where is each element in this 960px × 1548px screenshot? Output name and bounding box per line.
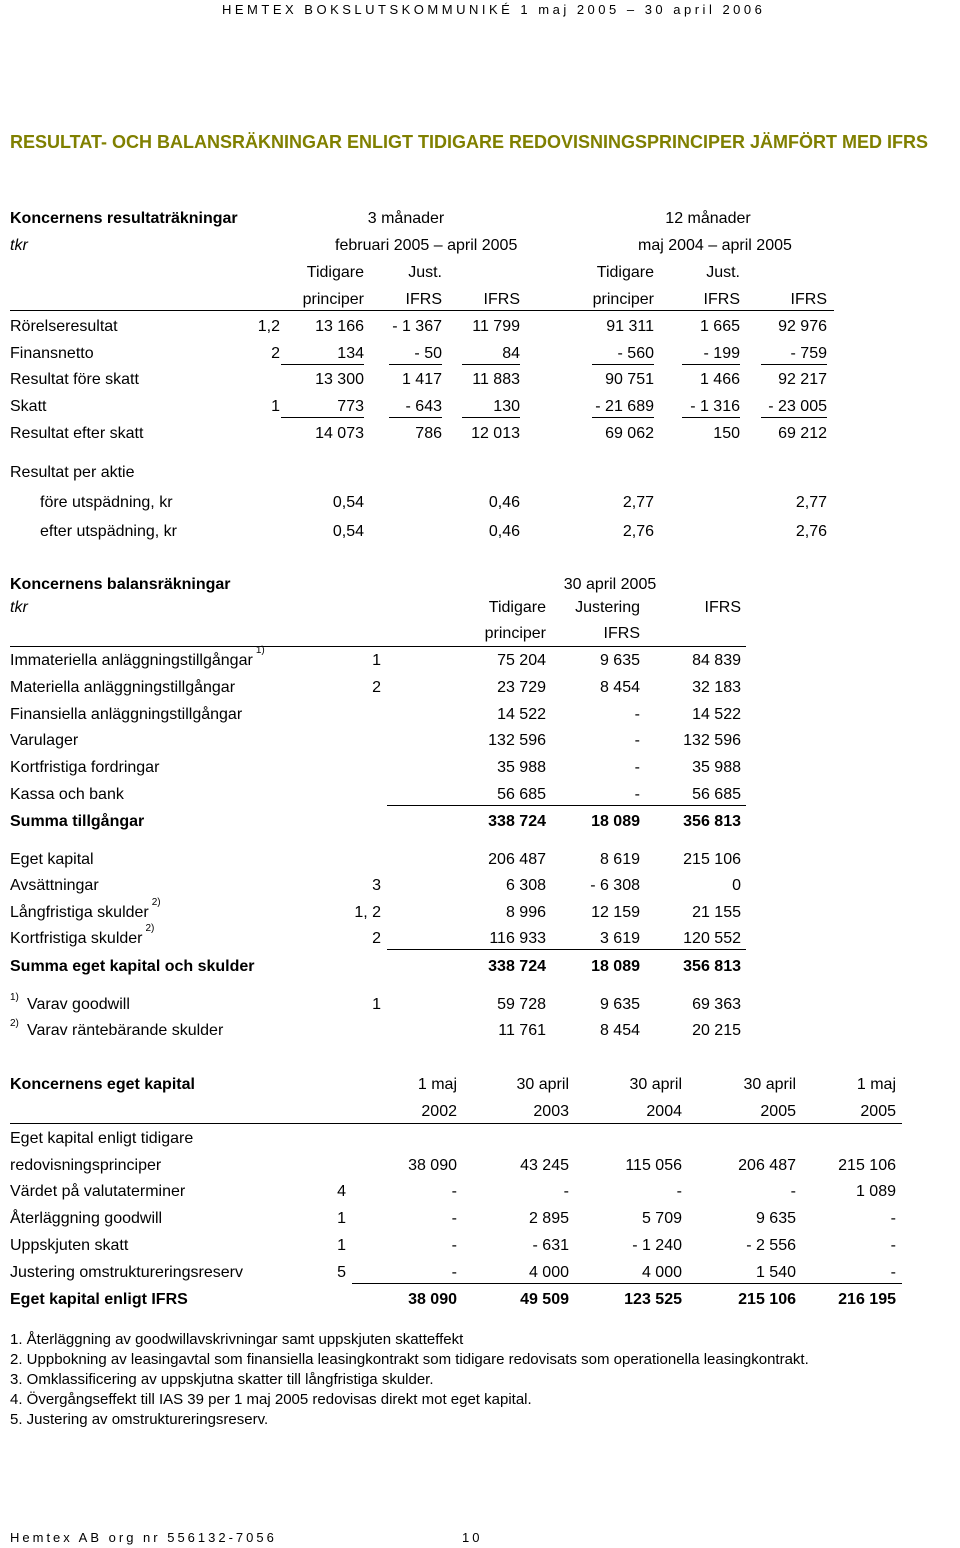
equity-col-head: 2002 — [421, 1103, 457, 1120]
balance-cell: 132 596 — [488, 732, 546, 749]
equity-cell: 2 895 — [528, 1210, 569, 1227]
equity-header-rule — [10, 1123, 902, 1124]
balance-row-note: 1 — [372, 996, 381, 1013]
eps-heading: Resultat per aktie — [10, 464, 135, 481]
balance-unit: tkr — [10, 599, 28, 616]
balance-cell: 21 155 — [692, 904, 741, 921]
income-col-head: Just. — [706, 264, 740, 281]
equity-cell: - — [451, 1264, 457, 1281]
equity-cell: - — [451, 1183, 457, 1200]
equity-cell: - — [890, 1264, 896, 1281]
balance-cell: 120 552 — [683, 930, 741, 947]
eps-row-label: efter utspädning, kr — [40, 523, 177, 540]
income-cell: - 21 689 — [595, 398, 654, 415]
equity-col-head: 2005 — [760, 1103, 796, 1120]
balance-cell: 32 183 — [692, 679, 741, 696]
balance-cell: 338 724 — [488, 958, 546, 975]
income-cell: 12 013 — [471, 425, 520, 442]
income-cell: 13 300 — [315, 371, 364, 388]
equity-row-note: 1 — [337, 1210, 346, 1227]
equity-cell: 43 245 — [520, 1157, 569, 1174]
income-col-head: IFRS — [703, 291, 740, 308]
balance-col-head: principer — [484, 625, 546, 642]
income-col-head: IFRS — [483, 291, 520, 308]
equity-col-head: 30 april — [629, 1076, 682, 1093]
income-row-label: Skatt — [10, 398, 47, 415]
balance-row-note: 3 — [372, 877, 381, 894]
eps-cell: 0,54 — [332, 523, 364, 540]
income-heading: Koncernens resultaträkningar — [10, 210, 238, 227]
equity-cell: 215 106 — [838, 1157, 896, 1174]
income-cell: 11 799 — [472, 318, 520, 335]
balance-row-label: Varav goodwill — [27, 996, 130, 1013]
equity-cell: - — [451, 1237, 457, 1254]
equity-row-label-line1: Eget kapital enligt tidigare — [10, 1130, 194, 1147]
page-title: RESULTAT- OCH BALANSRÄKNINGAR ENLIGT TIDIGARE REDOVISNINGSPRINCIPER JÄMFÖRT MED IFRS — [10, 132, 929, 152]
income-row-label: Finansnetto — [10, 345, 94, 362]
balance-row-label: Avsättningar — [10, 877, 99, 894]
equity-cell: - 631 — [532, 1237, 569, 1254]
balance-cell: 8 454 — [599, 1022, 640, 1039]
balance-cell: 14 522 — [497, 706, 546, 723]
income-cell: - 1 316 — [690, 398, 740, 415]
equity-col-head: 30 april — [516, 1076, 569, 1093]
balance-row-label: Långfristiga skulder — [10, 904, 149, 921]
eps-cell: 2,76 — [795, 523, 827, 540]
balance-cell: 206 487 — [488, 851, 546, 868]
footnote-line: 1. Återläggning av goodwillavskrivningar samt uppskjuten skatteffekt — [10, 1331, 464, 1348]
balance-date: 30 april 2005 — [563, 576, 657, 593]
income-cell: - 199 — [703, 345, 740, 362]
balance-cell: 56 685 — [497, 786, 546, 803]
balance-col-head: IFRS — [603, 625, 640, 642]
income-col-head: Tidigare — [306, 264, 364, 281]
balance-cell: - — [634, 786, 640, 803]
equity-row-label: Återläggning goodwill — [10, 1210, 163, 1227]
footer-company: Hemtex AB org nr 556132-7056 — [10, 1530, 277, 1545]
balance-assets-rule — [387, 805, 746, 806]
income-cell: 91 311 — [606, 318, 654, 335]
income-period1-label: 3 månader — [367, 210, 445, 227]
equity-cell: 38 090 — [408, 1291, 457, 1308]
equity-cell: 5 709 — [641, 1210, 682, 1227]
balance-cell: 356 813 — [683, 958, 741, 975]
income-cell: 1 466 — [699, 371, 740, 388]
balance-cell: 35 988 — [497, 759, 546, 776]
equity-col-head: 2005 — [860, 1103, 896, 1120]
equity-col-head: 30 april — [743, 1076, 796, 1093]
equity-cell: - — [890, 1210, 896, 1227]
footnote-marker: 1) — [255, 645, 265, 656]
balance-row-note: 1, 2 — [354, 904, 381, 921]
footnote-marker: 2) — [145, 923, 155, 934]
equity-cell: 123 525 — [624, 1291, 682, 1308]
income-cell: 130 — [493, 398, 520, 415]
balance-cell: 18 089 — [591, 958, 640, 975]
equity-row-label: Justering omstruktureringsreserv — [10, 1264, 243, 1281]
income-cell: 14 073 — [315, 425, 364, 442]
balance-cell: 9 635 — [599, 652, 640, 669]
balance-row-label: Summa tillgångar — [10, 813, 145, 830]
equity-cell: 4 000 — [528, 1264, 569, 1281]
income-col-head: principer — [302, 291, 364, 308]
balance-row-label: Immateriella anläggningstillgångar — [10, 652, 253, 669]
balance-cell: 215 106 — [683, 851, 741, 868]
income-subtotal-underline — [592, 364, 654, 365]
income-row-label: Resultat efter skatt — [10, 425, 144, 442]
balance-cell: 9 635 — [599, 996, 640, 1013]
equity-cell: 49 509 — [520, 1291, 569, 1308]
balance-row-label: Materiella anläggningstillgångar — [10, 679, 236, 696]
income-subtotal-underline — [389, 364, 442, 365]
eps-cell: 2,76 — [622, 523, 654, 540]
equity-cell: - — [451, 1210, 457, 1227]
income-cell: 11 883 — [472, 371, 520, 388]
eps-cell: 2,77 — [795, 494, 827, 511]
balance-header-rule — [10, 646, 746, 647]
income-subtotal-underline — [761, 364, 827, 365]
balance-cell: 8 996 — [505, 904, 546, 921]
balance-cell: 56 685 — [692, 786, 741, 803]
income-subtotal-underline — [761, 417, 827, 418]
equity-cell: 115 056 — [625, 1157, 682, 1174]
balance-heading: Koncernens balansräkningar — [10, 576, 231, 593]
income-cell: 150 — [713, 425, 740, 442]
income-period1-dates: februari 2005 – april 2005 — [335, 237, 518, 254]
income-cell: - 643 — [405, 398, 442, 415]
footnote-line: 4. Övergångseffekt till IAS 39 per 1 maj 2005 redovisas direkt mot eget kapital. — [10, 1391, 532, 1408]
equity-cell: - 2 556 — [746, 1237, 796, 1254]
balance-cell: 116 933 — [489, 930, 546, 947]
footnote-marker-wrap — [152, 897, 161, 916]
income-col-head: Just. — [408, 264, 442, 281]
balance-cell: 11 761 — [498, 1022, 546, 1039]
equity-cell: 215 106 — [738, 1291, 796, 1308]
equity-cell: - — [676, 1183, 682, 1200]
income-row-note: 1,2 — [257, 318, 280, 335]
equity-row-note: 5 — [337, 1264, 346, 1281]
footnote-line: 2. Uppbokning av leasingavtal som finansiella leasingkontrakt som tidigare redovisats som operationella leasingkontrakt. — [10, 1351, 809, 1368]
equity-heading: Koncernens eget kapital — [10, 1076, 195, 1093]
income-subtotal-underline — [389, 417, 442, 418]
equity-total-rule — [352, 1283, 902, 1284]
equity-cell: 216 195 — [838, 1291, 896, 1308]
income-row-note: 1 — [271, 398, 280, 415]
eps-row-label: före utspädning, kr — [40, 494, 173, 511]
balance-cell: 84 839 — [692, 652, 741, 669]
equity-row-label: Värdet på valutaterminer — [10, 1183, 186, 1200]
footnote-marker: 1) — [10, 992, 19, 1003]
income-cell: 786 — [415, 425, 442, 442]
income-col-head: Tidigare — [596, 264, 654, 281]
balance-cell: - — [634, 706, 640, 723]
balance-cell: 12 159 — [591, 904, 640, 921]
balance-cell: 338 724 — [488, 813, 546, 830]
balance-row-label: Kassa och bank — [10, 786, 124, 803]
footnote-marker: 2) — [10, 1018, 19, 1029]
income-cell: 1 665 — [699, 318, 740, 335]
income-cell: 92 217 — [778, 371, 827, 388]
balance-cell: 6 308 — [505, 877, 546, 894]
footnote-marker-wrap — [146, 923, 155, 942]
balance-cell: 0 — [732, 877, 741, 894]
equity-cell: - — [790, 1183, 796, 1200]
income-subtotal-underline — [682, 417, 740, 418]
income-cell: - 23 005 — [768, 398, 827, 415]
balance-cell: 8 619 — [599, 851, 640, 868]
balance-cell: 8 454 — [599, 679, 640, 696]
income-cell: 773 — [337, 398, 364, 415]
balance-liabilities-rule — [387, 949, 746, 950]
equity-cell: 9 635 — [755, 1210, 796, 1227]
eps-cell: 0,54 — [332, 494, 364, 511]
balance-col-head: IFRS — [704, 599, 741, 616]
balance-row-note: 2 — [372, 930, 381, 947]
income-cell: 84 — [502, 345, 520, 362]
equity-col-head: 1 maj — [856, 1076, 896, 1093]
income-cell: - 1 367 — [392, 318, 442, 335]
income-subtotal-underline — [281, 364, 364, 365]
balance-cell: 35 988 — [692, 759, 741, 776]
balance-cell: - — [634, 759, 640, 776]
equity-cell: 206 487 — [738, 1157, 796, 1174]
equity-cell: - 1 240 — [632, 1237, 682, 1254]
balance-row-label: Finansiella anläggningstillgångar — [10, 706, 243, 723]
income-row-note: 2 — [271, 345, 280, 362]
income-cell: 1 417 — [401, 371, 442, 388]
income-subtotal-underline — [281, 417, 364, 418]
equity-col-head: 2004 — [646, 1103, 682, 1120]
income-subtotal-underline — [682, 364, 740, 365]
balance-cell: - 6 308 — [590, 877, 640, 894]
balance-cell: 69 363 — [692, 996, 741, 1013]
income-header-rule — [10, 310, 834, 311]
equity-col-head: 1 maj — [417, 1076, 457, 1093]
income-cell: - 759 — [790, 345, 827, 362]
equity-row-note: 1 — [337, 1237, 346, 1254]
footnote-marker: 2) — [151, 897, 161, 908]
equity-cell: 1 540 — [755, 1264, 796, 1281]
equity-cell: 4 000 — [641, 1264, 682, 1281]
eps-cell: 0,46 — [488, 523, 520, 540]
income-cell: 92 976 — [778, 318, 827, 335]
balance-cell: 20 215 — [692, 1022, 741, 1039]
income-subtotal-underline — [462, 417, 520, 418]
equity-row-label: Eget kapital enligt IFRS — [10, 1291, 188, 1308]
balance-cell: 23 729 — [497, 679, 546, 696]
equity-cell: 1 089 — [855, 1183, 896, 1200]
eps-cell: 0,46 — [488, 494, 520, 511]
footnote-line: 5. Justering av omstruktureringsreserv. — [10, 1411, 269, 1428]
income-period2-dates: maj 2004 – april 2005 — [638, 237, 792, 254]
balance-row-label: Eget kapital — [10, 851, 94, 868]
income-cell: 90 751 — [605, 371, 654, 388]
equity-cell: - — [563, 1183, 569, 1200]
balance-cell: 18 089 — [591, 813, 640, 830]
income-col-head: IFRS — [405, 291, 442, 308]
balance-cell: 132 596 — [683, 732, 741, 749]
income-col-head: IFRS — [790, 291, 827, 308]
income-row-label: Resultat före skatt — [10, 371, 139, 388]
balance-cell: - — [634, 732, 640, 749]
income-cell: 69 212 — [778, 425, 827, 442]
income-subtotal-underline — [462, 364, 520, 365]
equity-row-label: Uppskjuten skatt — [10, 1237, 129, 1254]
eps-cell: 2,77 — [622, 494, 654, 511]
balance-col-head: Tidigare — [488, 599, 546, 616]
balance-row-label: Varulager — [10, 732, 79, 749]
balance-row-note: 2 — [372, 679, 381, 696]
balance-cell: 75 204 — [497, 652, 546, 669]
income-cell: 134 — [337, 345, 364, 362]
income-subtotal-underline — [592, 417, 654, 418]
income-col-head: principer — [592, 291, 654, 308]
footnote-line: 3. Omklassificering av uppskjutna skatter till långfristiga skulder. — [10, 1371, 434, 1388]
footer-page: 10 — [462, 1530, 483, 1545]
running-header: HEMTEX BOKSLUTSKOMMUNIKÉ 1 maj 2005 – 30 april 2006 — [222, 2, 766, 17]
balance-row-label: Summa eget kapital och skulder — [10, 958, 255, 975]
income-unit: tkr — [10, 237, 28, 254]
equity-row-label: redovisningsprinciper — [10, 1157, 162, 1174]
balance-cell: 59 728 — [497, 996, 546, 1013]
income-row-label: Rörelseresultat — [10, 318, 118, 335]
equity-cell: - — [890, 1237, 896, 1254]
income-period2-label: 12 månader — [665, 210, 751, 227]
income-cell: - 50 — [414, 345, 442, 362]
balance-row-label: Kortfristiga fordringar — [10, 759, 160, 776]
balance-row-note: 1 — [372, 652, 381, 669]
balance-cell: 356 813 — [683, 813, 741, 830]
balance-col-head: Justering — [575, 599, 640, 616]
balance-cell: 3 619 — [599, 930, 640, 947]
income-cell: - 560 — [617, 345, 654, 362]
balance-cell: 14 522 — [692, 706, 741, 723]
income-cell: 13 166 — [315, 318, 364, 335]
balance-row-label: Varav räntebärande skulder — [27, 1022, 224, 1039]
equity-col-head: 2003 — [533, 1103, 569, 1120]
income-cell: 69 062 — [605, 425, 654, 442]
equity-cell: 38 090 — [408, 1157, 457, 1174]
balance-row-label: Kortfristiga skulder — [10, 930, 143, 947]
equity-row-note: 4 — [337, 1183, 346, 1200]
